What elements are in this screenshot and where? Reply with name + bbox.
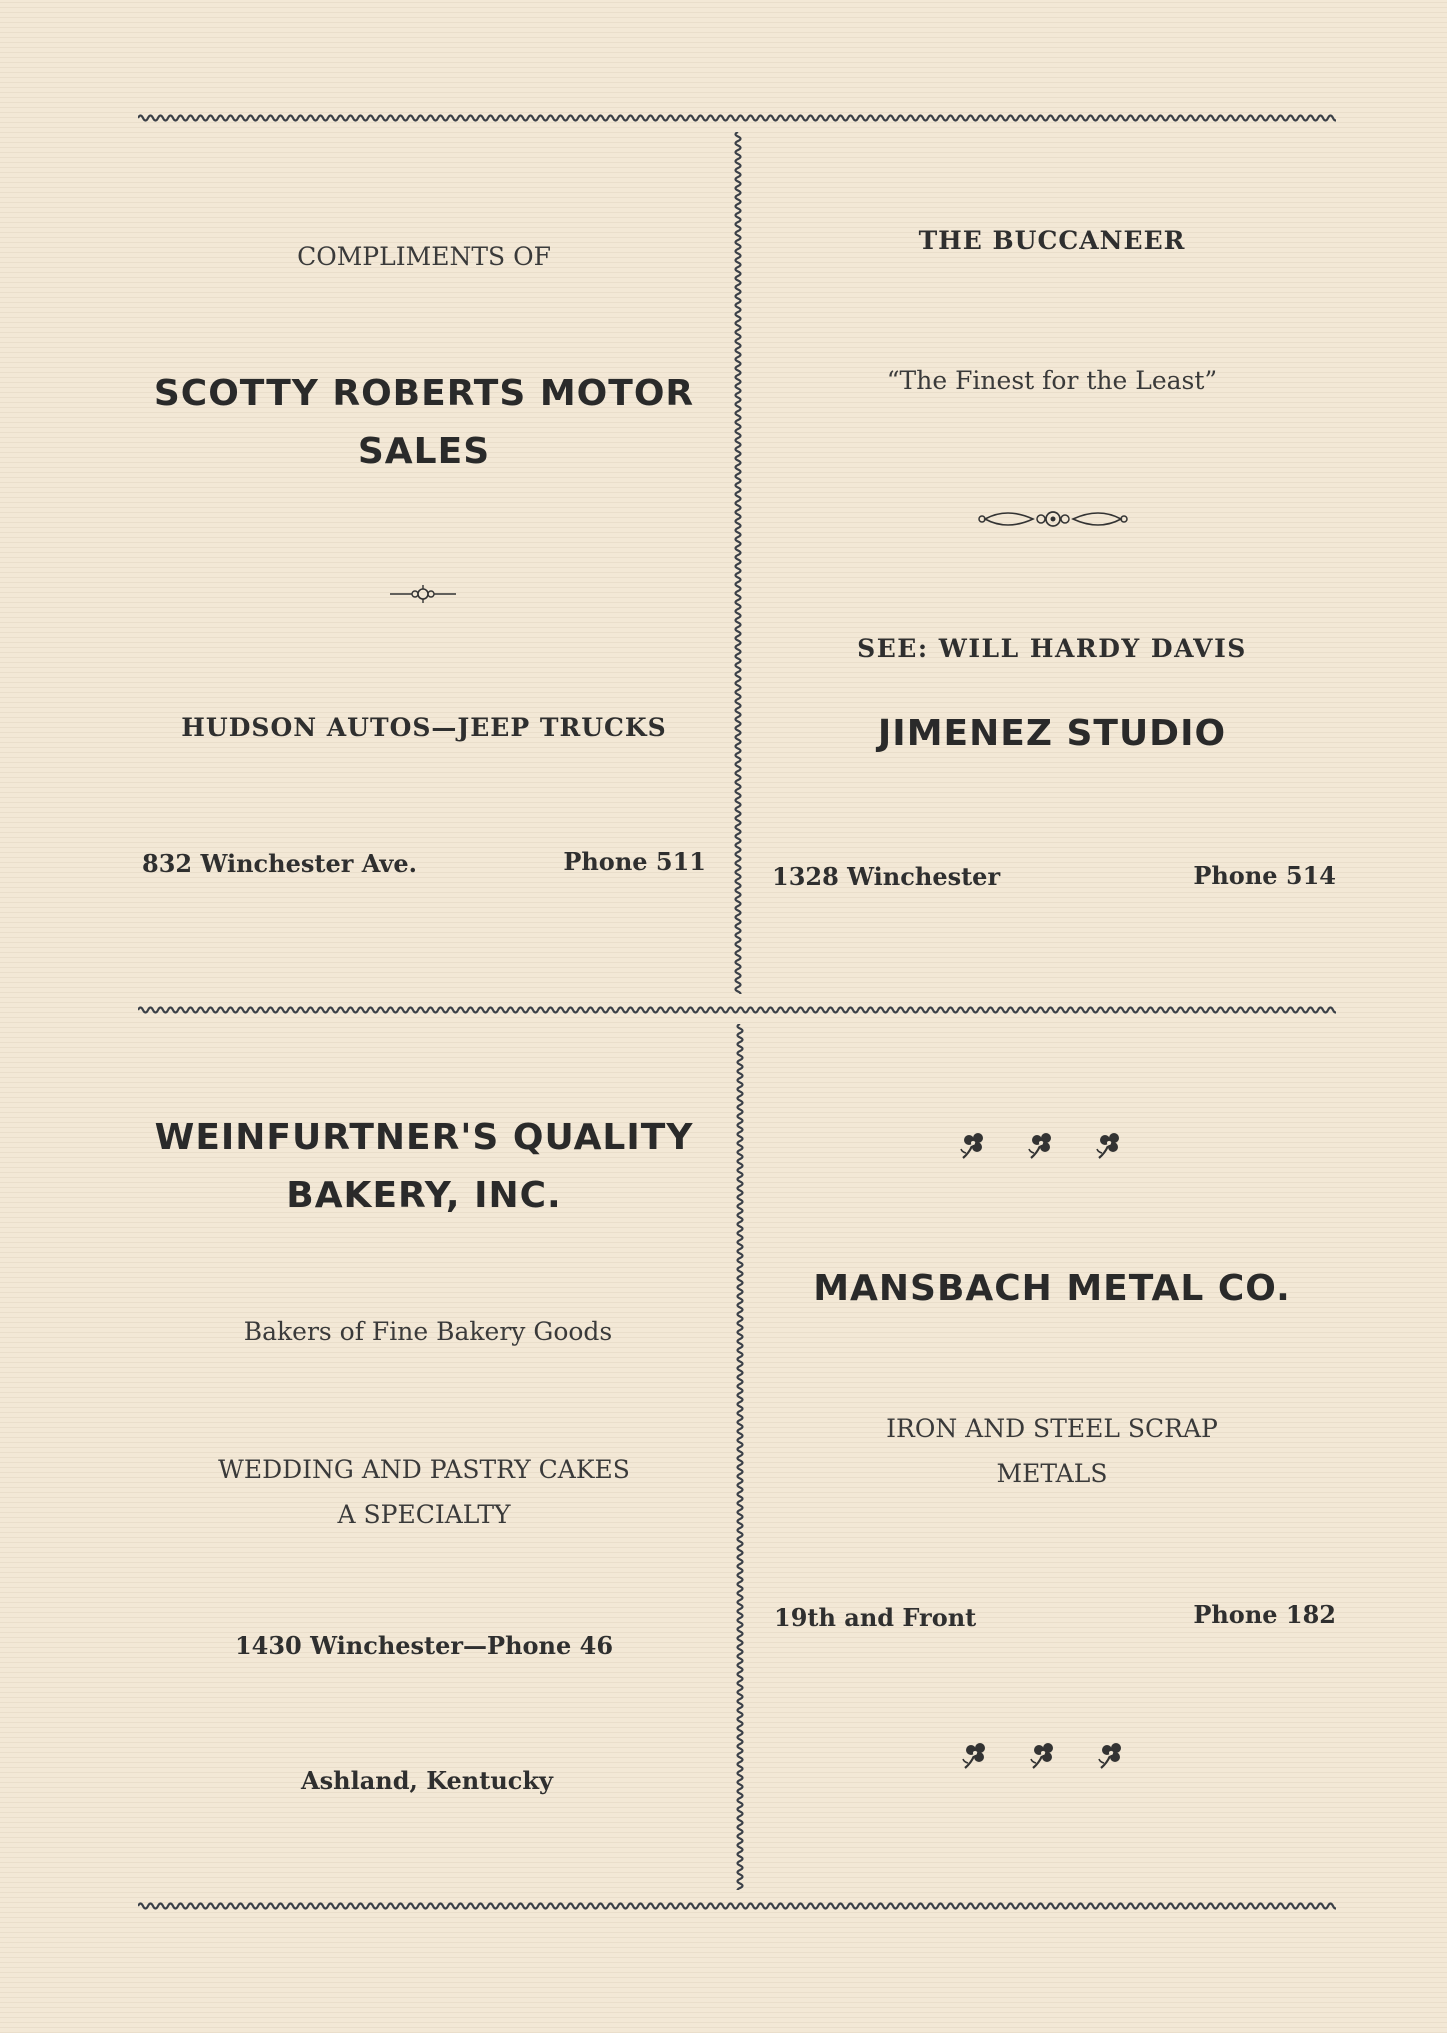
weinfurtner-specialty-line1: WEDDING AND PASTRY CAKES xyxy=(218,1455,630,1484)
clover-icon xyxy=(958,1130,990,1162)
buccaneer-contact: SEE: WILL HARDY DAVIS xyxy=(857,634,1247,663)
top-wavy-rule xyxy=(138,111,1336,125)
jimenez-studio: JIMENEZ STUDIO xyxy=(877,713,1227,754)
scotty-roberts-ad xyxy=(140,130,708,1000)
clover-icon xyxy=(1094,1130,1126,1162)
buccaneer-slogan: “The Finest for the Least” xyxy=(886,366,1218,395)
upper-vertical-rule xyxy=(731,132,745,994)
clover-icon xyxy=(960,1740,992,1772)
mansbach-ad xyxy=(768,1020,1336,1900)
bottom-wavy-rule xyxy=(138,1899,1336,1913)
clover-icon xyxy=(1096,1740,1128,1772)
buccaneer-name: THE BUCCANEER xyxy=(918,226,1186,255)
scroll-divider-icon xyxy=(977,506,1129,532)
clover-icon xyxy=(1028,1740,1060,1772)
buccaneer-phone: Phone 514 xyxy=(1193,861,1336,890)
lower-vertical-rule xyxy=(733,1024,747,1890)
weinfurtner-tagline: Bakers of Fine Bakery Goods xyxy=(243,1317,613,1346)
buccaneer-address: 1328 Winchester xyxy=(772,862,1001,891)
scotty-address: 832 Winchester Ave. xyxy=(142,849,417,878)
flourish-icon xyxy=(388,582,458,606)
scotty-products: HUDSON AUTOS—JEEP TRUCKS xyxy=(181,713,667,742)
weinfurtner-ad xyxy=(140,1020,708,1900)
weinfurtner-city: Ashland, Kentucky xyxy=(301,1766,553,1795)
mansbach-product-line2: METALS xyxy=(996,1459,1108,1488)
mansbach-product-line1: IRON AND STEEL SCRAP xyxy=(886,1414,1218,1443)
bottom-clover-row xyxy=(752,1740,1336,1772)
weinfurtner-specialty-line2: A SPECIALTY xyxy=(337,1500,511,1529)
middle-wavy-rule xyxy=(138,1003,1336,1017)
weinfurtner-name-line2: BAKERY, INC. xyxy=(286,1175,562,1216)
mansbach-name: MANSBACH METAL CO. xyxy=(813,1268,1291,1309)
weinfurtner-address: 1430 Winchester—Phone 46 xyxy=(234,1631,614,1660)
mansbach-phone: Phone 182 xyxy=(1193,1600,1336,1629)
compliments-of: COMPLIMENTS OF xyxy=(297,242,551,271)
weinfurtner-name-line1: WEINFURTNER'S QUALITY xyxy=(154,1117,694,1158)
clover-icon xyxy=(1026,1130,1058,1162)
mansbach-address: 19th and Front xyxy=(774,1603,977,1632)
scotty-name-line1: SCOTTY ROBERTS MOTOR xyxy=(153,373,695,414)
buccaneer-ad xyxy=(768,130,1336,1000)
top-clover-row xyxy=(748,1130,1336,1162)
scotty-name-line2: SALES xyxy=(357,431,491,472)
scotty-phone: Phone 511 xyxy=(563,847,706,876)
